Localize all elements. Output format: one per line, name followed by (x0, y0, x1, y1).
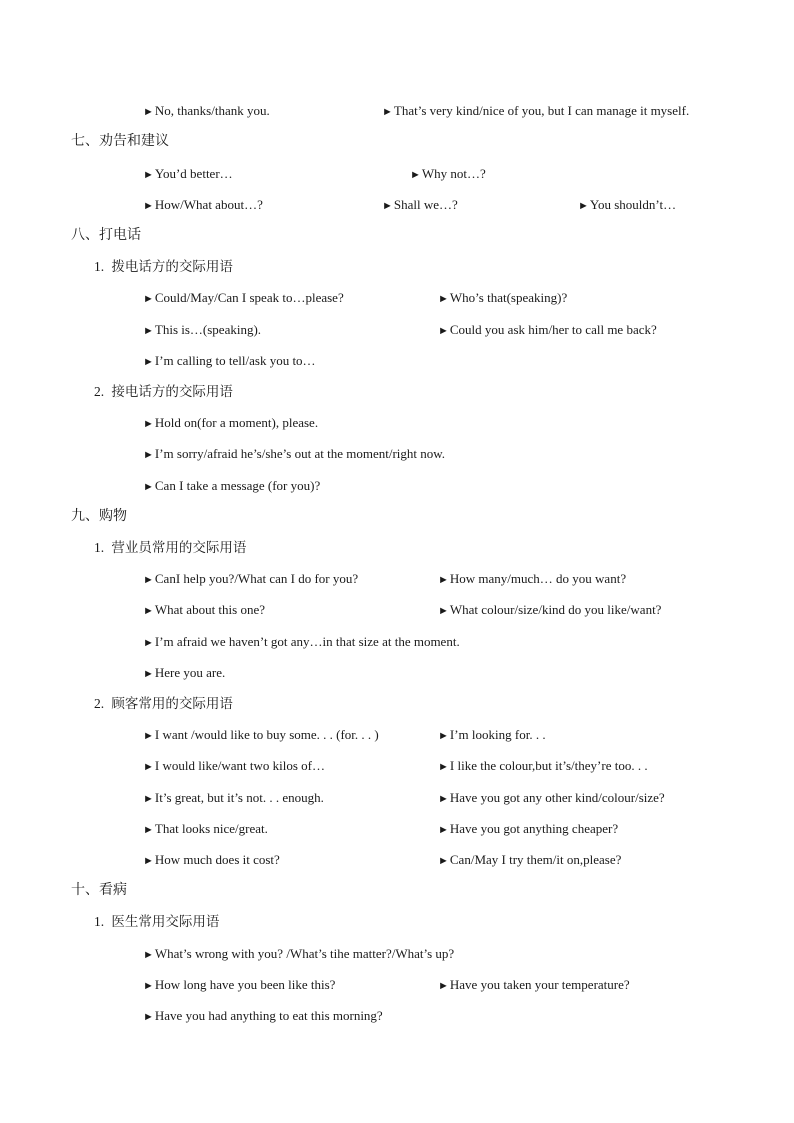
phrase-calling-to: ►I’m calling to tell/ask you to… (143, 353, 316, 368)
bullet-arrow-icon: ► (143, 200, 154, 212)
bullet-arrow-icon: ► (143, 793, 154, 805)
bullet-arrow-icon: ► (438, 574, 449, 586)
phrase-speak-to: ►Could/May/Can I speak to…please? (143, 290, 344, 305)
bullet-arrow-icon: ► (143, 418, 154, 430)
phrase-anything-cheaper: ►Have you got anything cheaper? (438, 821, 619, 836)
bullet-arrow-icon: ► (438, 761, 449, 773)
phrase-looking-for: ►I’m looking for. . . (438, 727, 546, 742)
phrase-havent-got: ►I’m afraid we haven’t got any…in that size at the moment. (143, 634, 460, 649)
bullet-arrow-icon: ► (438, 730, 449, 742)
bullet-arrow-icon: ► (143, 481, 154, 493)
bullet-arrow-icon: ► (143, 356, 154, 368)
phrase-how-many: ►How many/much… do you want? (438, 571, 627, 586)
phrase-what-colour: ►What colour/size/kind do you like/want? (438, 602, 662, 617)
phrase-two-kilos: ►I would like/want two kilos of… (143, 758, 325, 773)
bullet-arrow-icon: ► (143, 1011, 154, 1023)
phrase-kind-of-you: ►That’s very kind/nice of you, but I can manage it myself. (382, 103, 690, 118)
phrase-why-not: ►Why not…? (410, 166, 486, 181)
phrase-you-shouldnt: ►You shouldn’t… (578, 197, 677, 212)
section-heading-advice: 七、劝告和建议 (71, 134, 169, 149)
subheading-doctor-phrases: 1. 医生常用交际用语 (94, 914, 220, 929)
phrase-take-message: ►Can I take a message (for you)? (143, 478, 321, 493)
phrase-out-at-moment: ►I’m sorry/afraid he’s/she’s out at the moment/right now. (143, 446, 446, 461)
phrase-shall-we: ►Shall we…? (382, 197, 458, 212)
phrase-anything-to-eat: ►Have you had anything to eat this morning? (143, 1008, 383, 1023)
phrase-what-about-this: ►What about this one? (143, 602, 265, 617)
subheading-receiver: 2. 接电话方的交际用语 (94, 384, 233, 399)
subheading-shop-assistant: 1. 营业员常用的交际用语 (94, 540, 247, 555)
section-heading-phone: 八、打电话 (71, 228, 141, 243)
phrase-no-thanks: ►No, thanks/thank you. (143, 103, 270, 118)
subheading-caller: 1. 拨电话方的交际用语 (94, 259, 233, 274)
subheading-customer: 2. 顾客常用的交际用语 (94, 696, 233, 711)
phrase-try-on: ►Can/May I try them/it on,please? (438, 852, 622, 867)
phrase-how-about: ►How/What about…? (143, 197, 263, 212)
phrase-hold-on: ►Hold on(for a moment), please. (143, 415, 319, 430)
bullet-arrow-icon: ► (143, 169, 154, 181)
phrase-this-is: ►This is…(speaking). (143, 322, 262, 337)
phrase-had-better: ►You’d better… (143, 166, 233, 181)
phrase-other-kind: ►Have you got any other kind/colour/size? (438, 790, 665, 805)
section-heading-doctor: 十、看病 (71, 883, 127, 898)
bullet-arrow-icon: ► (143, 637, 154, 649)
phrase-here-you-are: ►Here you are. (143, 665, 226, 680)
bullet-arrow-icon: ► (143, 293, 154, 305)
phrase-like-colour: ►I like the colour,but it’s/they’re too. . . (438, 758, 648, 773)
bullet-arrow-icon: ► (143, 949, 154, 961)
bullet-arrow-icon: ► (438, 793, 449, 805)
bullet-arrow-icon: ► (143, 855, 154, 867)
phrase-how-long: ►How long have you been like this? (143, 977, 336, 992)
bullet-arrow-icon: ► (143, 325, 154, 337)
bullet-arrow-icon: ► (382, 106, 393, 118)
bullet-arrow-icon: ► (438, 293, 449, 305)
bullet-arrow-icon: ► (143, 824, 154, 836)
bullet-arrow-icon: ► (410, 169, 421, 181)
bullet-arrow-icon: ► (438, 605, 449, 617)
bullet-arrow-icon: ► (382, 200, 393, 212)
phrase-whos-that: ►Who’s that(speaking)? (438, 290, 568, 305)
phrase-how-much-cost: ►How much does it cost? (143, 852, 280, 867)
bullet-arrow-icon: ► (143, 449, 154, 461)
bullet-arrow-icon: ► (438, 980, 449, 992)
phrase-whats-wrong: ►What’s wrong with you? /What’s tihe matter?/What’s up? (143, 946, 455, 961)
bullet-arrow-icon: ► (143, 605, 154, 617)
phrase-can-i-help: ►CanI help you?/What can I do for you? (143, 571, 359, 586)
phrase-not-enough: ►It’s great, but it’s not. . . enough. (143, 790, 324, 805)
bullet-arrow-icon: ► (438, 325, 449, 337)
bullet-arrow-icon: ► (143, 106, 154, 118)
bullet-arrow-icon: ► (143, 668, 154, 680)
bullet-arrow-icon: ► (438, 855, 449, 867)
phrase-call-back: ►Could you ask him/her to call me back? (438, 322, 657, 337)
bullet-arrow-icon: ► (143, 761, 154, 773)
bullet-arrow-icon: ► (143, 980, 154, 992)
phrase-want-to-buy: ►I want /would like to buy some. . . (for. . . ) (143, 727, 379, 742)
bullet-arrow-icon: ► (438, 824, 449, 836)
bullet-arrow-icon: ► (143, 730, 154, 742)
bullet-arrow-icon: ► (578, 200, 589, 212)
phrase-temperature: ►Have you taken your temperature? (438, 977, 630, 992)
bullet-arrow-icon: ► (143, 574, 154, 586)
phrase-looks-nice: ►That looks nice/great. (143, 821, 268, 836)
section-heading-shopping: 九、购物 (71, 509, 127, 524)
